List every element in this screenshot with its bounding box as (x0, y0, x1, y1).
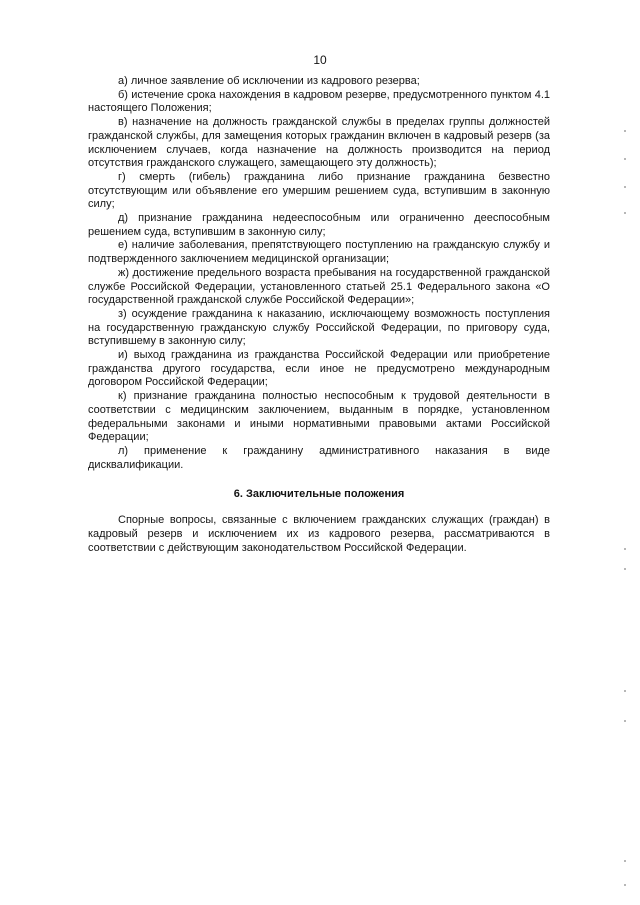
list-item-zh: ж) достижение предельного возраста пребывания на государственной гражданской службе Российской Федерации, установленного статьей 25.1 Федерального закона «О государственной гражданской службе Российской Федерации»; (88, 266, 550, 307)
list-item-e: е) наличие заболевания, препятствующего поступлению на гражданскую службу и подтвержденного заключением медицинской организации; (88, 239, 550, 266)
document-body (88, 75, 550, 555)
list-item-g: г) смерть (гибель) гражданина либо признание гражданина безвестно отсутствующим или объявление его умершим решением суда, вступившим в законную силу; (88, 170, 550, 211)
list-item-a: а) личное заявление об исключении из кадрового резерва; (118, 75, 420, 87)
list-item-b: б) истечение срока нахождения в кадровом резерве, предусмотренного пунктом 4.1 настоящего Положения; (88, 88, 550, 115)
final-paragraph: Спорные вопросы, связанные с включением гражданских служащих (граждан) в кадровый резерв и исключением их из кадрового резерва, рассматриваются в соответствии с действующим законодательством Российской Федерации. (88, 514, 550, 554)
list-item-l: л) применение к гражданину административного наказания в виде дисквалификации. (88, 444, 550, 471)
page-number: 10 (313, 53, 327, 67)
list-item-k: к) признание гражданина полностью неспособным к трудовой деятельности в соответствии с медицинским заключением, выданным в порядке, установленном федеральными законами и иными нормативными правовыми актами Российской Федерации; (88, 390, 550, 444)
list-item-z: з) осуждение гражданина к наказанию, исключающему возможность поступления на государственную гражданскую службу Российской Федерации, по приговору суда, вступившему в законную силу; (88, 307, 550, 348)
list-item-i: и) выход гражданина из гражданства Российской Федерации или приобретение гражданства другого государства, если иное не предусмотрено международным договором Российской Федерации; (88, 349, 550, 389)
list-item-v: в) назначение на должность гражданской службы в пределах группы должностей гражданской службы, для замещения которых гражданин включен в кадровый резерв (за исключением случаев, когда назначение на должность производится на период отсутствия гражданского служащего, замещающего эту должность); (88, 116, 550, 170)
section-heading: 6. Заключительные положения (233, 488, 405, 501)
scan-edge-marks (622, 0, 626, 905)
list-item-d: д) признание гражданина недееспособным или ограниченно дееспособным решением суда, вступившим в законную силу; (88, 212, 550, 238)
